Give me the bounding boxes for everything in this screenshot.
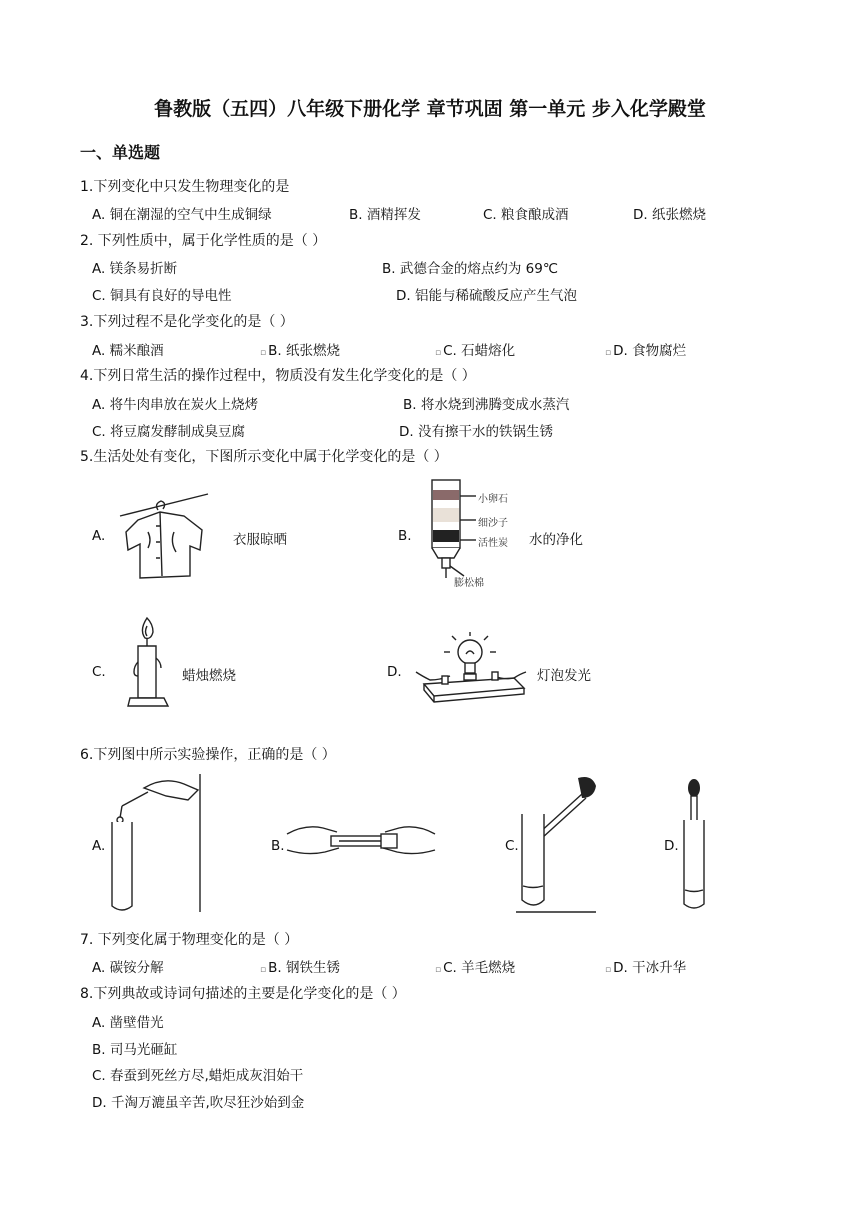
dropper-vertical-image [680, 774, 714, 914]
question-6-option-d[interactable]: D. [664, 838, 679, 854]
question-6-stem: 6.下列图中所示实验操作，正确的是（ ） [80, 747, 336, 763]
question-4-option-c[interactable]: C. 将豆腐发酵制成臭豆腐 [92, 424, 246, 440]
question-3-option-d-label: D. 食物腐烂 [613, 343, 687, 359]
question-5-option-c-letter[interactable]: C. [92, 664, 106, 680]
question-5-option-a-text: 衣服晾晒 [233, 532, 287, 548]
question-4-stem: 4.下列日常生活的操作过程中，物质没有发生化学变化的是（ ） [80, 368, 476, 384]
filter-label-sand: 细沙子 [478, 518, 508, 529]
question-4-option-d[interactable]: D. 没有擦干水的铁锅生锈 [399, 424, 553, 440]
question-2-option-b[interactable]: B. 武德合金的熔点约为 69℃ [382, 261, 558, 277]
question-1-stem: 1.下列变化中只发生物理变化的是 [80, 179, 290, 195]
light-bulb-image [414, 632, 532, 708]
filter-label-pebbles: 小卵石 [478, 494, 508, 505]
filter-label-cotton: 膨松棉 [454, 578, 484, 589]
question-6-option-b[interactable]: B. [271, 838, 285, 854]
dropper-tilted-image [516, 774, 600, 914]
question-5-stem: 5.生活处处有变化，下图所示变化中属于化学变化的是（ ） [80, 449, 448, 465]
question-7-option-a[interactable]: A. 碳铵分解 [92, 960, 164, 976]
radio-mark-icon: ▫ [605, 965, 612, 975]
question-1-option-d[interactable]: D. 纸张燃烧 [633, 207, 706, 223]
radio-mark-icon: ▫ [260, 965, 267, 975]
question-5-option-c-text: 蜡烛燃烧 [182, 668, 236, 684]
question-2-stem: 2. 下列性质中，属于化学性质的是（ ） [80, 233, 327, 249]
question-6-option-c[interactable]: C. [505, 838, 519, 854]
question-3-option-c-label: C. 石蜡熔化 [443, 343, 516, 359]
question-8-option-b[interactable]: B. 司马光砸缸 [92, 1042, 178, 1058]
question-8-stem: 8.下列典故或诗词句描述的主要是化学变化的是（ ） [80, 986, 406, 1002]
candle-image [126, 612, 170, 714]
question-8-option-a[interactable]: A. 凿壁借光 [92, 1015, 164, 1031]
tube-connection-image [285, 814, 437, 864]
water-filter-image [424, 478, 524, 590]
question-6-option-a[interactable]: A. [92, 838, 106, 854]
question-3-stem: 3.下列过程不是化学变化的是（ ） [80, 314, 294, 330]
question-2-option-c[interactable]: C. 铜具有良好的导电性 [92, 288, 232, 304]
question-3-option-d[interactable] [605, 339, 686, 359]
question-4-option-a[interactable]: A. 将牛肉串放在炭火上烧烤 [92, 397, 259, 413]
clothes-drying-image [118, 486, 210, 582]
section-heading: 一、单选题 [80, 143, 161, 162]
question-7-option-c[interactable] [435, 956, 515, 976]
question-3-option-a[interactable]: A. 糯米酿酒 [92, 343, 164, 359]
question-5-option-b-text: 水的净化 [529, 532, 583, 548]
question-7-option-c-label: C. 羊毛燃烧 [443, 960, 516, 976]
question-8-option-d[interactable]: D. 千淘万漉虽辛苦,吹尽狂沙始到金 [92, 1095, 305, 1111]
question-5-option-b-letter[interactable]: B. [398, 528, 412, 544]
question-7-option-d-label: D. 干冰升华 [613, 960, 687, 976]
question-5-option-d-letter[interactable]: D. [387, 664, 402, 680]
radio-mark-icon: ▫ [605, 348, 612, 358]
question-2-option-d[interactable]: D. 铝能与稀硫酸反应产生气泡 [396, 288, 577, 304]
test-tube-drop-image [104, 772, 204, 914]
question-7-stem: 7. 下列变化属于物理变化的是（ ） [80, 932, 299, 948]
question-2-option-a[interactable]: A. 镁条易折断 [92, 261, 178, 277]
page-title: 鲁教版（五四）八年级下册化学 章节巩固 第一单元 步入化学殿堂 [154, 98, 706, 120]
radio-mark-icon: ▫ [260, 348, 267, 358]
question-1-option-a[interactable]: A. 铜在潮湿的空气中生成铜绿 [92, 207, 272, 223]
radio-mark-icon: ▫ [435, 965, 442, 975]
question-7-option-b-label: B. 钢铁生锈 [268, 960, 340, 976]
question-5-option-a-letter[interactable]: A. [92, 528, 106, 544]
question-3-option-b[interactable] [260, 339, 340, 359]
radio-mark-icon: ▫ [435, 348, 442, 358]
question-4-option-b[interactable]: B. 将水烧到沸腾变成水蒸汽 [403, 397, 570, 413]
filter-label-carbon: 活性炭 [478, 538, 508, 549]
question-1-option-c[interactable]: C. 粮食酿成酒 [483, 207, 569, 223]
question-7-option-d[interactable] [605, 956, 686, 976]
question-7-option-b[interactable] [260, 956, 340, 976]
question-3-option-b-label: B. 纸张燃烧 [268, 343, 340, 359]
question-8-option-c[interactable]: C. 春蚕到死丝方尽,蜡炬成灰泪始干 [92, 1068, 304, 1084]
question-5-option-d-text: 灯泡发光 [537, 668, 591, 684]
question-3-option-c[interactable] [435, 339, 515, 359]
question-1-option-b[interactable]: B. 酒精挥发 [349, 207, 421, 223]
